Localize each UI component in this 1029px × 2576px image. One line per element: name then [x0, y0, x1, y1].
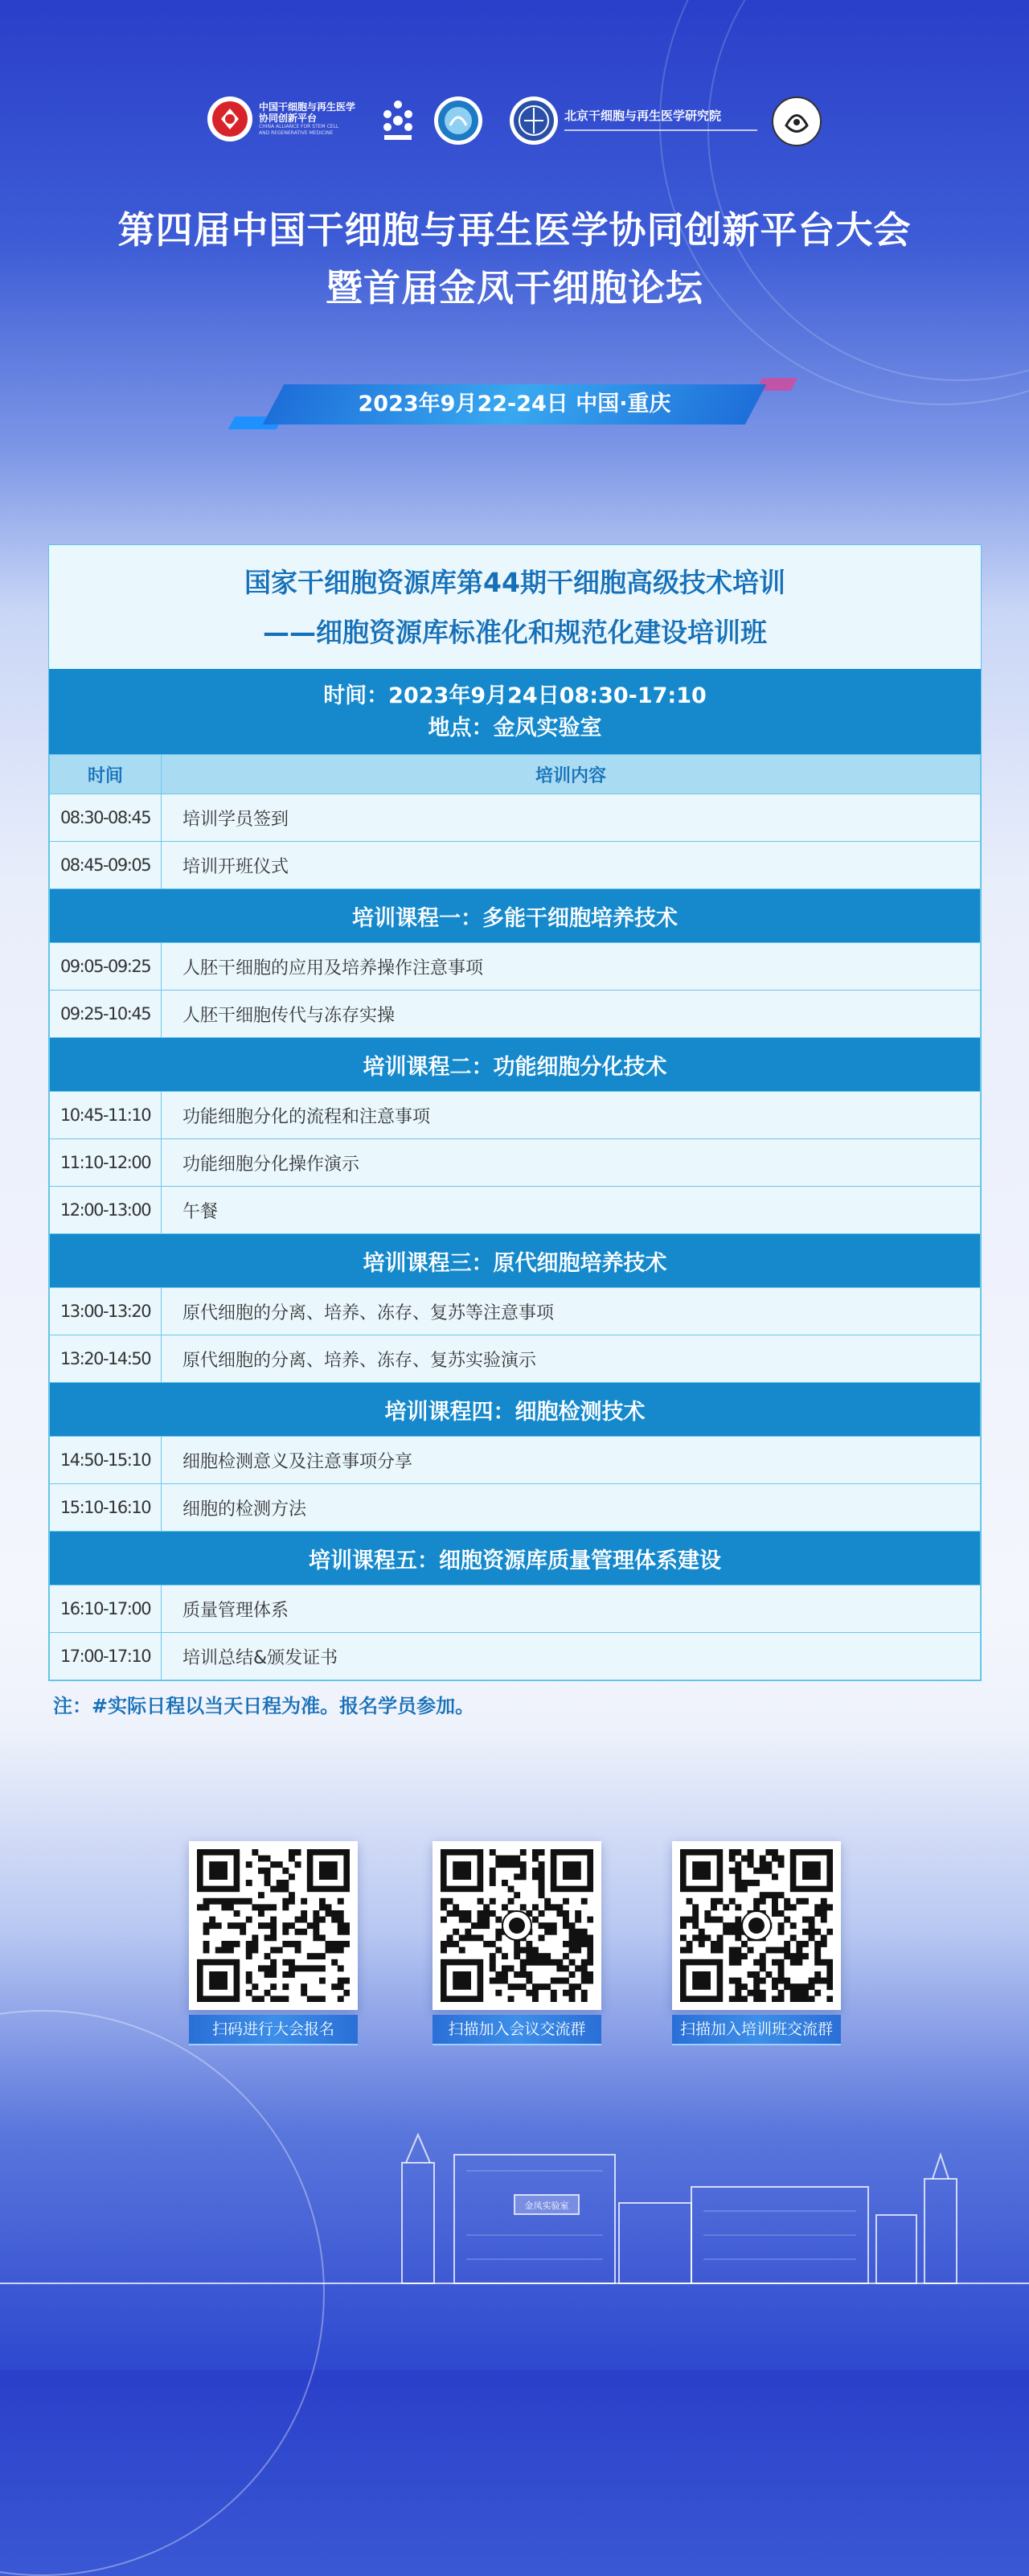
session-content: 原代细胞的分离、培养、冻存、复苏实验演示: [162, 1335, 981, 1383]
training-time: 时间：2023年9月24日08:30-17:10: [323, 683, 707, 708]
qr-code-icon: [680, 1849, 833, 2002]
table-row: [50, 943, 981, 991]
logo-beijing-institute: [510, 96, 757, 145]
section-title: 培训课程五：细胞资源库质量管理体系建设: [50, 1532, 981, 1585]
section-row: [50, 1532, 981, 1585]
session-content: 功能细胞分化操作演示: [162, 1139, 981, 1187]
table-row: [50, 1335, 981, 1383]
logo-2: [378, 98, 418, 143]
main-title-line1: 第四届中国干细胞与再生医学协同创新平台大会: [117, 208, 912, 252]
schedule-note: 注：#实际日程以当天日程为准。报名学员参加。: [53, 1695, 475, 1717]
qr-card-conference-group: [433, 1841, 601, 2045]
qr-label: 扫码进行大会报名: [189, 2015, 358, 2045]
institute-seal-icon: [434, 96, 482, 145]
qr-code-icon: [441, 1849, 593, 2002]
section-row: [50, 1038, 981, 1092]
session-content: 功能细胞分化的流程和注意事项: [162, 1092, 981, 1139]
logo-3: [434, 96, 482, 145]
session-time: 16:10-17:00: [50, 1585, 162, 1633]
session-content: 细胞的检测方法: [162, 1484, 981, 1532]
table-row: [50, 1437, 981, 1484]
qr-label: 扫描加入会议交流群: [433, 2015, 601, 2045]
session-content: 质量管理体系: [162, 1585, 981, 1633]
session-content: 人胚干细胞的应用及培养操作注意事项: [162, 943, 981, 991]
training-title-line1: 国家干细胞资源库第44期干细胞高级技术培训: [244, 567, 785, 598]
logo-5: [772, 96, 822, 146]
section-row: [50, 1234, 981, 1288]
qr-card-registration: [189, 1841, 358, 2045]
section-row: [50, 889, 981, 943]
session-time: 13:20-14:50: [50, 1335, 162, 1383]
skyline-sign-text: 金凤实验室: [524, 2201, 569, 2211]
column-header-content: 培训内容: [162, 755, 981, 794]
table-row: [50, 1585, 981, 1633]
training-info-bar: [49, 669, 981, 754]
session-time: 09:25-10:45: [50, 991, 162, 1038]
section-title: 培训课程三：原代细胞培养技术: [50, 1234, 981, 1288]
logo-row: [0, 88, 1029, 153]
logo-alliance: [207, 96, 363, 142]
session-time: 13:00-13:20: [50, 1288, 162, 1335]
qr-card-training-group: [672, 1841, 841, 2045]
session-time: 12:00-13:00: [50, 1187, 162, 1234]
alliance-logo-icon: [207, 96, 252, 142]
section-title: 培训课程二：功能细胞分化技术: [50, 1038, 981, 1092]
table-row: [50, 1288, 981, 1335]
table-row: [50, 1633, 981, 1680]
date-location-text: 2023年9月22-24日 中国·重庆: [358, 392, 671, 416]
molecule-logo-icon: [378, 98, 418, 143]
table-row: [50, 991, 981, 1038]
table-row: [50, 1187, 981, 1234]
table-row: [50, 794, 981, 842]
session-time: 10:45-11:10: [50, 1092, 162, 1139]
training-title: [49, 545, 981, 669]
session-content: 原代细胞的分离、培养、冻存、复苏等注意事项: [162, 1288, 981, 1335]
session-time: 08:30-08:45: [50, 794, 162, 842]
lab-logo-icon: [772, 96, 822, 146]
table-row: [50, 842, 981, 889]
section-row: [50, 1383, 981, 1437]
main-title: [0, 201, 1029, 317]
table-row: [50, 1139, 981, 1187]
qr-code[interactable]: [672, 1841, 841, 2010]
main-title-line2: 暨首届金凤干细胞论坛: [326, 266, 703, 310]
qr-label: 扫描加入培训班交流群: [672, 2015, 841, 2045]
date-banner: [257, 378, 772, 431]
city-skyline-illustration: [0, 2090, 1029, 2370]
qr-code-icon: [197, 1849, 350, 2002]
table-row: [50, 1092, 981, 1139]
schedule-body: [50, 794, 981, 1680]
beijing-institute-logo-icon: [510, 96, 558, 145]
logo-text-en: CHINA ALLIANCE FOR STEM CELL AND REGENERATIVE MEDICINE: [259, 124, 339, 136]
session-content: 午餐: [162, 1187, 981, 1234]
table-row: [50, 1484, 981, 1532]
session-time: 15:10-16:10: [50, 1484, 162, 1532]
column-header-time: 时间: [50, 755, 162, 794]
schedule-table: [49, 754, 981, 1680]
session-content: 人胚干细胞传代与冻存实操: [162, 991, 981, 1038]
training-place: 地点：金凤实验室: [428, 716, 602, 740]
session-time: 14:50-15:10: [50, 1437, 162, 1484]
session-time: 09:05-09:25: [50, 943, 162, 991]
session-time: 08:45-09:05: [50, 842, 162, 889]
session-time: 17:00-17:10: [50, 1633, 162, 1680]
table-header-row: [50, 755, 981, 794]
session-time: 11:10-12:00: [50, 1139, 162, 1187]
session-content: 培训总结&颁发证书: [162, 1633, 981, 1680]
logo-underline: [564, 129, 757, 131]
qr-code[interactable]: [189, 1841, 358, 2010]
session-content: 培训学员签到: [162, 794, 981, 842]
session-content: 细胞检测意义及注意事项分享: [162, 1437, 981, 1484]
session-content: 培训开班仪式: [162, 842, 981, 889]
section-title: 培训课程四：细胞检测技术: [50, 1383, 981, 1437]
qr-code[interactable]: [433, 1841, 601, 2010]
logo-text-cn: 北京干细胞与再生医学研究院: [564, 109, 722, 123]
training-schedule-panel: [48, 544, 982, 1681]
logo-text-cn: 中国干细胞与再生医学协同创新平台: [259, 101, 356, 124]
training-title-line2: ——细胞资源库标准化和规范化建设培训班: [263, 617, 767, 648]
section-title: 培训课程一：多能干细胞培养技术: [50, 889, 981, 943]
